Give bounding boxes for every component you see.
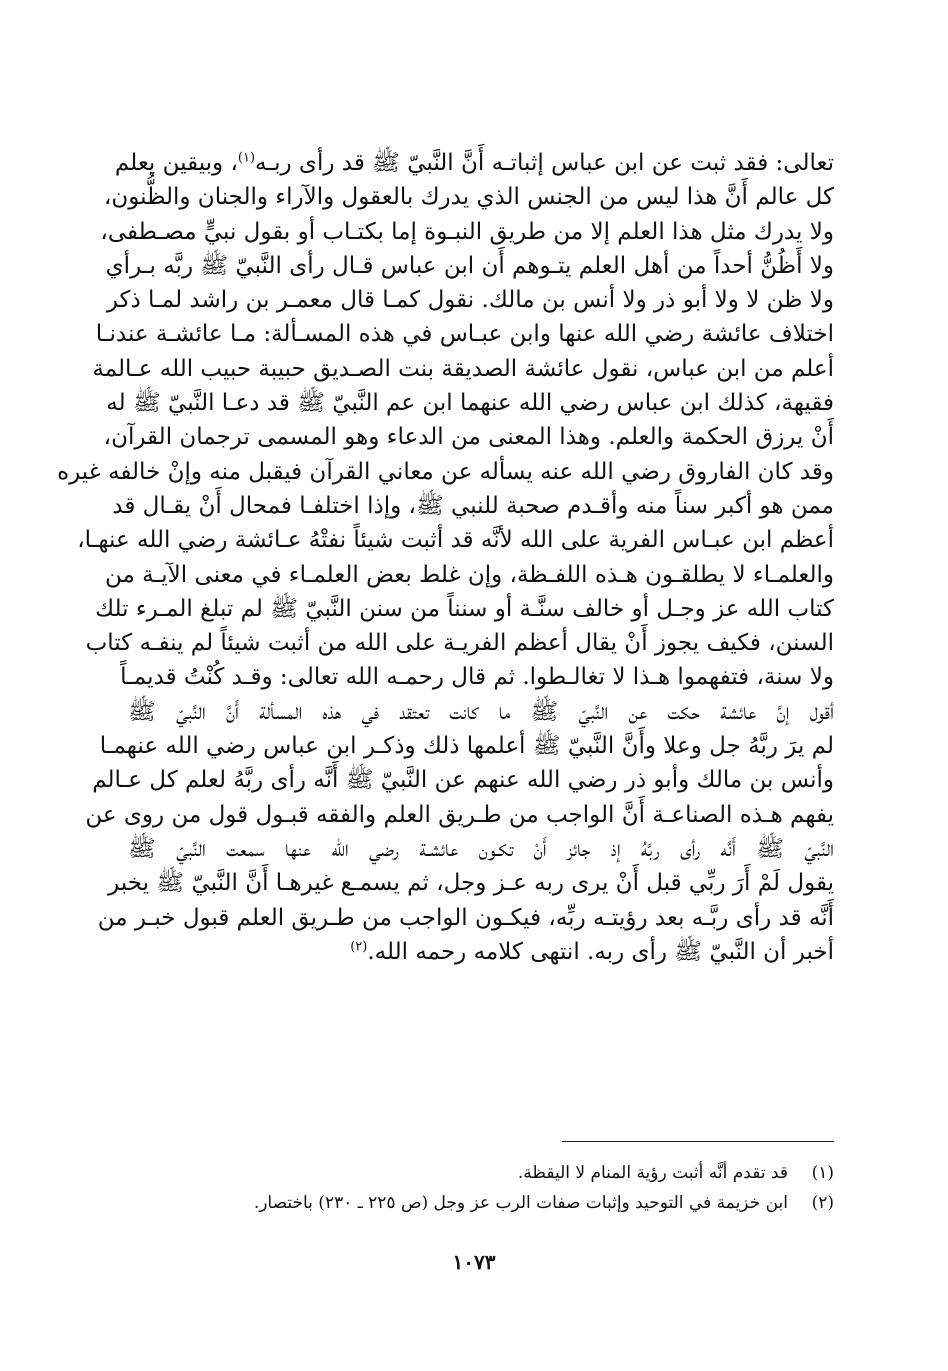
page-number: ١٠٧٣: [452, 1250, 496, 1274]
text-line: ولا سنة، فتفهموا هـذا لا تغالـطوا. ثم قال رحمـه الله تعالى: وقـد كُنْتُ قديمـاً: [120, 664, 834, 691]
text-line: [128, 935, 834, 969]
text-line: ممن هو أكبر سناً منه وأقـدم صحبة للنبي ﷺ، وإذا اختلفـا فمحال أَنْ يقـال قد: [112, 492, 834, 519]
text-line: كل عالم أَنَّ هذا ليس من الجنس الذي يدرك بالعقول والآراء والجنان والظُّنون،: [103, 184, 834, 211]
footnote-marker: (١): [237, 150, 256, 166]
text-line: وقد كان الفاروق رضي الله عنه يسأله عن معاني القرآن فيقبل منه وإنْ خالفه غيره: [57, 458, 834, 485]
text-line: يفهم هـذه الصناعـة أَنَّ الواجب من طـريق العلم والفقه قبـول قول من روى عن: [85, 801, 834, 828]
footnote-marker: (٢): [350, 939, 368, 955]
text-line: ولا ظن لا ولا أبو ذر ولا أنس بن مالك. نقول كمـا قال معمـر بن راشد لمـا ذكر: [106, 287, 834, 314]
text-line: لم يرَ ربَّهُ جل وعلا وأَنَّ النَّبيّ ﷺ أعلمها ذلك وذكـر ابن عباس رضي الله عنهمـا: [99, 733, 834, 760]
footnote-item: [128, 1158, 834, 1188]
text-line: فقيهة، كذلك ابن عباس رضي الله عنهما ابن عم النَّبيّ ﷺ قد دعـا النَّبيّ ﷺ له: [106, 390, 834, 417]
text-line: وأنس بن مالك وأبو ذر رضي الله عنهم عن النَّبيّ ﷺ أَنَّه رأى ربَّهُ لعلم كل عـالم: [92, 767, 834, 794]
text-line: ولا أَظُنُّ أحداً من أهل العلم يتـوهم أَن ابن عباس قـال رأى النَّبيّ ﷺ ربَّه بـرأي: [105, 252, 834, 279]
text-line: النَّبيّ ﷺ أَنَّه رأى ربَّهُ إذ جائز أَنْ تكـون عائشـة رضي الله عنها سمعت النَّبيّ ﷺ: [128, 835, 834, 862]
footnote-item: [128, 1188, 834, 1218]
text-line: أعلم من ابن عباس، نقول عائشة الصديقة بنت الصـديق حبيبة حبيب الله عـالمة: [92, 355, 834, 382]
text-line: [114, 146, 834, 180]
footnotes: [128, 1158, 834, 1218]
text-line: أعظم ابن عبـاس الفرية على الله لأنَّه قد أثبت شيئاً نفتْهُ عـائشة رضي الله عنهـا،: [77, 527, 834, 554]
text-line: أَنَّه قد رأى ربَّـه بعد رؤيتـه ربِّه، فيكـون الواجب من طـريق العلم قبول خبـر من: [97, 904, 834, 931]
line-text: تعالى: فقد ثبت عن ابن عباس إثباتـه أَنَّ النَّبيّ ﷺ قد رأى ربـه: [255, 150, 834, 176]
text-line: ولا يدرك مثل هذا العلم إلا من طريق النبـوة إما بكتـاب أو بقول نبيٍّ مصـطفى،: [100, 218, 834, 245]
footnote-text: ابن خزيمة في التوحيد وإثبات صفات الرب عز وجل (ص ٢٢٥ ـ ٢٣٠) باختصار.: [253, 1193, 788, 1213]
footnote-number: (١): [811, 1163, 834, 1183]
footnote-text: قد تقدم أنَّه أثبت رؤية المنام لا اليقظة.: [517, 1163, 788, 1183]
text-line: اختلاف عائشة رضي الله عنها وابن عبـاس في هذه المسـألة: مـا عائشـة عندنـا: [95, 321, 834, 348]
footnote-divider: [562, 1141, 834, 1142]
main-text: [57, 146, 834, 969]
text-line: السنن، فكيف يجوز أَنْ يقال أعظم الفريـة على الله من أثبت شيئاً لم ينفـه كتاب: [85, 630, 834, 657]
text-line: أقول إنَّ عائشة حكت عن النَّبيّ ﷺ ما كانت تعتقد في هذه المسألة أَنَّ النَّبيّ ﷺ: [128, 698, 834, 725]
line-text: أخبر أن النَّبيّ ﷺ رأى ربه. انتهى كلامه رحمه الله.: [367, 938, 834, 965]
text-line: كتاب الله عز وجـل أو خالف سنَّـة أو سنناً من سنن النَّبيّ ﷺ لم تبلغ المـرء تلك: [95, 595, 834, 622]
text-line: والعلمـاء لا يطلقـون هـذه اللفـظة، وإن غلط بعض العلمـاء في معنى الآيـة من: [105, 561, 834, 588]
footnote-number: (٢): [811, 1193, 834, 1213]
text-line: يقول لَمْ أَرَ ربِّي قبل أَنْ يرى ربه عـز وجل، ثم يسمـع غيرهـا أَنَّ النَّبيّ ﷺ يخبر: [108, 870, 834, 897]
line-text: ، وبيقين يعلم: [114, 150, 238, 176]
text-line: أَنْ يرزق الحكمة والعلم. وهذا المعنى من الدعاء وهو المسمى ترجمان القرآن،: [103, 424, 834, 451]
